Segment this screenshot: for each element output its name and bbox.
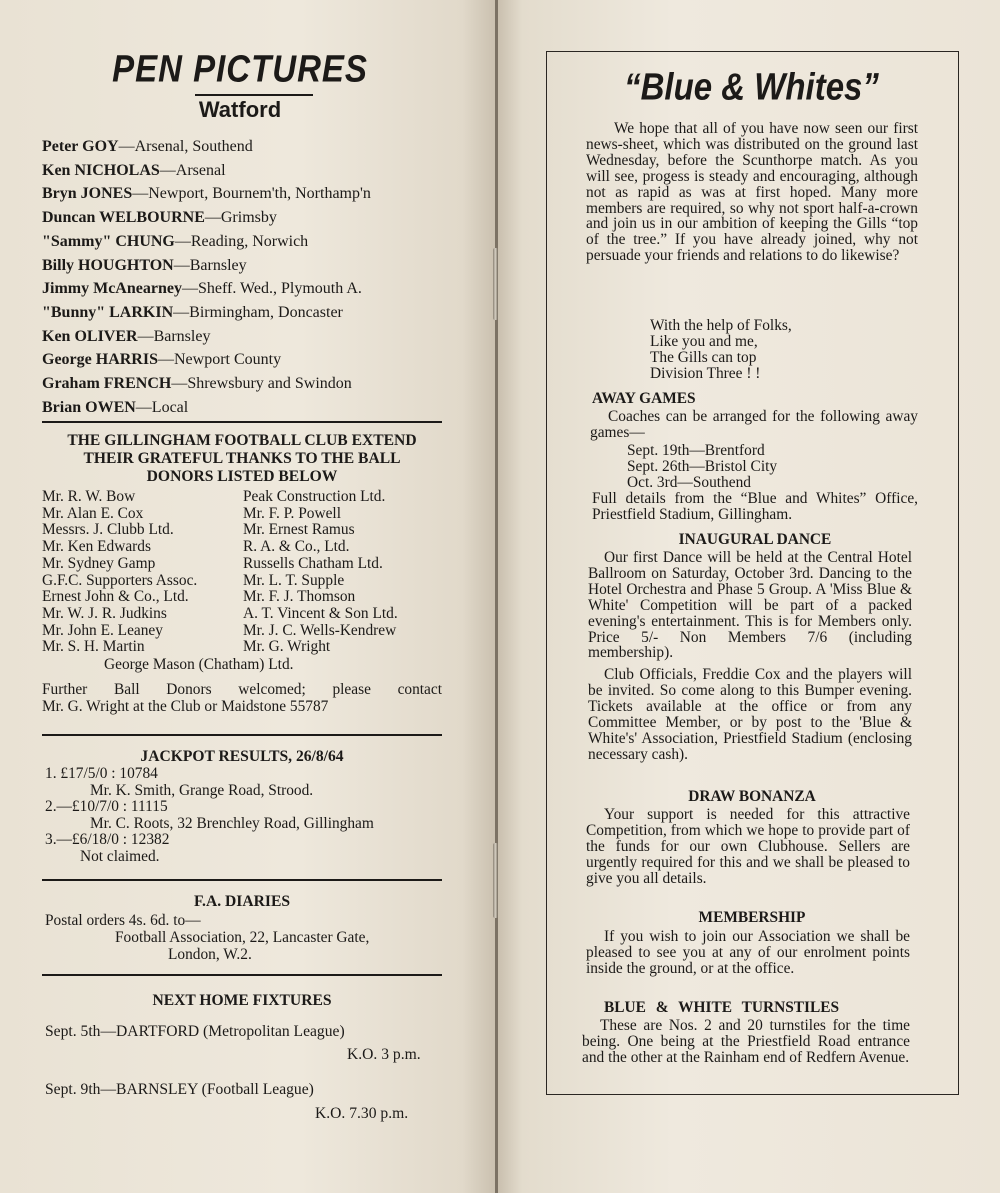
player-name: Brian OWEN bbox=[42, 398, 136, 416]
player-clubs: —Birmingham, Doncaster bbox=[173, 303, 343, 321]
donor-right: Mr. G. Wright bbox=[243, 638, 331, 656]
player-clubs: —Grimsby bbox=[204, 209, 277, 227]
donor-row bbox=[42, 522, 462, 539]
verse-line: With the help of Folks, bbox=[650, 317, 792, 334]
donor-right: Mr. F. J. Thomson bbox=[243, 588, 356, 606]
donors-heading bbox=[42, 432, 442, 486]
donor-right: Russells Chatham Ltd. bbox=[243, 554, 383, 572]
jackpot-results bbox=[45, 766, 465, 866]
donor-row bbox=[42, 539, 462, 556]
dance-paragraph-2 bbox=[588, 667, 912, 762]
away-game: Oct. 3rd—Southend bbox=[627, 473, 751, 491]
player-row bbox=[42, 230, 462, 254]
fa-diaries-text bbox=[45, 912, 465, 963]
player-row bbox=[42, 277, 462, 301]
player-row bbox=[42, 159, 462, 183]
player-name: "Bunny" LARKIN bbox=[42, 303, 174, 321]
donor-left: Messrs. J. Clubb Ltd. bbox=[42, 521, 174, 539]
away-game: Sept. 26th—Bristol City bbox=[627, 457, 778, 475]
player-row bbox=[42, 396, 462, 420]
further-donors-text bbox=[42, 681, 442, 715]
jackpot-line: Not claimed. bbox=[80, 847, 160, 865]
player-name: Bryn JONES bbox=[42, 185, 133, 203]
donor-left: Mr. Alan E. Cox bbox=[42, 504, 144, 522]
donor-right: Mr. F. P. Powell bbox=[243, 504, 341, 522]
player-name: Billy HOUGHTON bbox=[42, 256, 174, 274]
intro-paragraph bbox=[586, 121, 918, 264]
player-name: Duncan WELBOURNE bbox=[42, 209, 205, 227]
donor-row bbox=[42, 556, 462, 573]
donor-left: G.F.C. Supporters Assoc. bbox=[42, 571, 198, 589]
membership-paragraph bbox=[586, 929, 910, 977]
donor-left: Mr. Ken Edwards bbox=[42, 538, 151, 556]
membership-title: MEMBERSHIP bbox=[698, 909, 806, 926]
draw-title: DRAW BONANZA bbox=[688, 788, 816, 805]
donor-row bbox=[42, 506, 462, 523]
donor-row bbox=[42, 489, 462, 506]
player-name: Jimmy McAnearney bbox=[42, 280, 182, 298]
section-divider bbox=[42, 734, 442, 736]
staple-bottom bbox=[493, 843, 498, 918]
away-intro bbox=[590, 409, 918, 441]
fa-line: London, W.2. bbox=[168, 946, 252, 963]
player-row bbox=[42, 254, 462, 278]
player-clubs: —Sheff. Wed., Plymouth A. bbox=[181, 280, 362, 298]
verse-line: Like you and me, bbox=[650, 332, 758, 350]
fixture-line: Sept. 9th—BARNSLEY (Football League) bbox=[45, 1081, 314, 1098]
next-home-fixtures-title: NEXT HOME FIXTURES bbox=[152, 992, 332, 1009]
donor-row bbox=[42, 639, 462, 656]
donor-right: Peak Construction Ltd. bbox=[243, 488, 386, 505]
section-divider bbox=[42, 974, 442, 976]
turnstiles-text: These are Nos. 2 and 20 turnstiles for the time being. One being at the Priestfield Road entrance and the other at the Rainham end of Redfern Avenue. bbox=[582, 1017, 910, 1066]
player-clubs: —Shrewsbury and Swindon bbox=[171, 375, 352, 393]
away-games-title: AWAY GAMES bbox=[592, 390, 696, 407]
player-row bbox=[42, 372, 462, 396]
verse-line: Division Three ! ! bbox=[650, 364, 761, 382]
donor-left: Ernest John & Co., Ltd. bbox=[42, 588, 189, 606]
donor-right: A. T. Vincent & Son Ltd. bbox=[243, 604, 398, 622]
intro-text: We hope that all of you have now seen our first news-sheet, which was distributed on the ground last Wednesday, before the Scunthorpe match. As you will see, progess is steady and encouraging, although not as rapid as was at first hoped. Many more members are required, so why not sport half-a-crown and join us in our ambition of keeping the Gills “top of the tree.” If you have already joined, why not persuade your friends and relations to do likewise? bbox=[586, 120, 918, 265]
jackpot-line: Mr. C. Roots, 32 Brenchley Road, Gillingham bbox=[90, 814, 374, 832]
further-line: Further Ball Donors welcomed; please contact bbox=[42, 681, 442, 698]
verse-line: The Gills can top bbox=[650, 348, 757, 366]
away-game: Sept. 19th—Brentford bbox=[627, 442, 765, 459]
further-line: Mr. G. Wright at the Club or Maidstone 55787 bbox=[42, 698, 329, 715]
jackpot-line: 1. £17/5/0 : 10784 bbox=[45, 765, 158, 782]
title-rule bbox=[195, 94, 313, 96]
player-name: Ken OLIVER bbox=[42, 327, 138, 345]
dance-text: Our first Dance will be held at the Central Hotel Ballroom on Saturday, October 3rd. Dancing to the Hotel Orchestra and Phase 5 Group. A 'Miss Blue & White' Competition will be part of a packed evening's entertainment. This is for Members only. Price 5/- Non Members 7/6 (including membership). bbox=[588, 549, 912, 662]
section-divider bbox=[42, 421, 442, 423]
player-clubs: —Barnsley bbox=[173, 256, 247, 274]
donor-right: Mr. J. C. Wells-Kendrew bbox=[243, 621, 397, 639]
donor-row bbox=[42, 573, 462, 590]
away-intro-text: Coaches can be arranged for the following away games— bbox=[590, 408, 918, 441]
dance-text-2: Club Officials, Freddie Cox and the players will be invited. So come along to this Bumper evening. Tickets available at the office or from any Committee Member, or by post to the 'Blue & White's' Association, Priestfield Stadium (enclosing necessary cash). bbox=[588, 666, 912, 763]
turnstiles-paragraph bbox=[582, 1018, 910, 1066]
player-row bbox=[42, 301, 462, 325]
membership-text: If you wish to join our Association we shall be pleased to see you at any of our enrolment points inside the ground, or at the office. bbox=[586, 928, 910, 977]
player-name: Peter GOY bbox=[42, 138, 119, 155]
away-outro bbox=[592, 491, 918, 523]
jackpot-line: Mr. K. Smith, Grange Road, Strood. bbox=[90, 781, 314, 799]
player-row bbox=[42, 206, 462, 230]
fa-diaries-title: F.A. DIARIES bbox=[193, 893, 291, 910]
player-clubs: —Arsenal bbox=[159, 161, 226, 179]
donor-left: Mr. John E. Leaney bbox=[42, 621, 163, 639]
donor-left: Mr. Sydney Gamp bbox=[42, 554, 156, 572]
donors-heading-line: DONORS LISTED BELOW bbox=[146, 468, 338, 485]
draw-text: Your support is needed for this attractive Competition, from which we hope to provide part of the funds for our own Clubhouse. Sellers are urgently required for this and we shall be pleased to give you all details. bbox=[586, 806, 910, 887]
donor-last: George Mason (Chatham) Ltd. bbox=[104, 656, 294, 674]
player-name: Ken NICHOLAS bbox=[42, 161, 160, 179]
donor-left: Mr. R. W. Bow bbox=[42, 488, 136, 505]
fixture-kickoff: K.O. 3 p.m. bbox=[347, 1046, 421, 1063]
jackpot-line: 3.—£6/18/0 : 12382 bbox=[45, 831, 170, 849]
player-name: "Sammy" CHUNG bbox=[42, 232, 175, 250]
player-clubs: —Newport, Bournem'th, Northamp'n bbox=[132, 185, 371, 203]
team-heading: Watford bbox=[198, 97, 282, 122]
jackpot-line: 2.—£10/7/0 : 11115 bbox=[45, 798, 168, 816]
dance-paragraph bbox=[588, 550, 912, 661]
jackpot-title: JACKPOT RESULTS, 26/8/64 bbox=[140, 748, 344, 765]
fa-line: Football Association, 22, Lancaster Gate, bbox=[115, 929, 370, 946]
donor-row bbox=[42, 606, 462, 623]
player-row bbox=[42, 182, 462, 206]
staple-top bbox=[493, 248, 498, 320]
turnstiles-title: BLUE & WHITE TURNSTILES bbox=[604, 999, 840, 1016]
player-clubs: —Newport County bbox=[157, 351, 282, 369]
donors-heading-line: THE GILLINGHAM FOOTBALL CLUB EXTEND bbox=[67, 432, 417, 449]
player-row bbox=[42, 325, 462, 349]
player-clubs: —Barnsley bbox=[137, 327, 211, 345]
dance-title: INAUGURAL DANCE bbox=[678, 531, 832, 548]
player-name: Graham FRENCH bbox=[42, 375, 172, 393]
player-clubs: —Arsenal, Southend bbox=[118, 138, 253, 155]
player-clubs: —Local bbox=[135, 398, 189, 416]
player-row bbox=[42, 348, 462, 372]
away-games-list bbox=[627, 443, 887, 491]
player-name: George HARRIS bbox=[42, 351, 158, 369]
fa-line: Postal orders 4s. 6d. to— bbox=[45, 912, 201, 929]
donor-right: R. A. & Co., Ltd. bbox=[243, 538, 350, 556]
donor-right: Mr. Ernest Ramus bbox=[243, 521, 355, 539]
fixture-kickoff: K.O. 7.30 p.m. bbox=[315, 1105, 409, 1122]
away-outro-text: Full details from the “Blue and Whites” Office, Priestfield Stadium, Gillingham. bbox=[592, 490, 918, 523]
verse bbox=[650, 318, 910, 382]
page-spine bbox=[495, 0, 498, 1193]
fixture-line: Sept. 5th—DARTFORD (Metropolitan League) bbox=[45, 1023, 345, 1040]
pen-pictures-title: PEN PICTURES bbox=[112, 47, 368, 90]
blue-whites-title: “Blue & Whites” bbox=[624, 65, 879, 108]
player-row bbox=[42, 135, 462, 159]
player-clubs: —Reading, Norwich bbox=[174, 232, 309, 250]
section-divider bbox=[42, 879, 442, 881]
donors-heading-line: THEIR GRATEFUL THANKS TO THE BALL bbox=[83, 450, 401, 467]
donor-right: Mr. L. T. Supple bbox=[243, 571, 345, 589]
donor-left: Mr. W. J. R. Judkins bbox=[42, 604, 167, 622]
draw-paragraph bbox=[586, 807, 910, 887]
player-list bbox=[42, 135, 462, 419]
donor-list bbox=[42, 489, 462, 673]
donor-row bbox=[42, 589, 462, 606]
donor-left: Mr. S. H. Martin bbox=[42, 638, 145, 656]
donor-row bbox=[42, 623, 462, 640]
